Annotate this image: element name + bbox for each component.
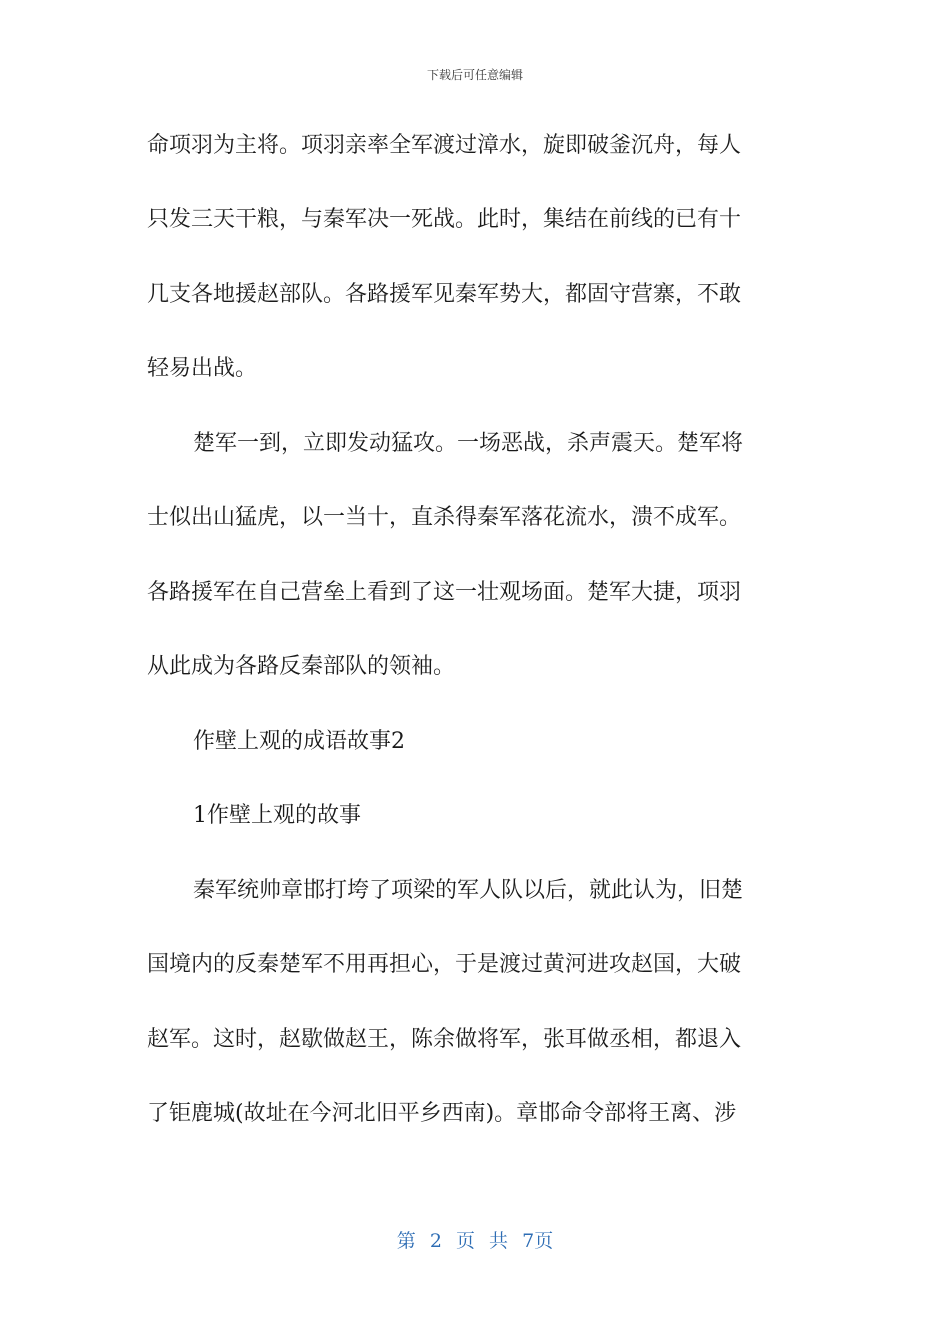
footer-gong: 共: [489, 1230, 509, 1252]
header-note: 下载后可任意编辑: [426, 68, 523, 82]
footer-di: 第: [396, 1230, 416, 1252]
section-heading: 作壁上观的成语故事2: [193, 729, 405, 754]
text-line: 了钜鹿城(故址在今河北旧平乡西南)。章邯命令部将王离、涉: [147, 1101, 737, 1126]
text-line: 轻易出战。: [147, 356, 258, 381]
text-line: 只发三天干粮，与秦军决一死战。此时，集结在前线的已有十: [147, 207, 742, 232]
page-footer: [0, 1226, 950, 1253]
text-line: 国境内的反秦楚军不用再担心，于是渡过黄河进攻赵国，大破: [147, 952, 742, 977]
text-line: 赵军。这时，赵歇做赵王，陈余做将军，张耳做丞相，都退入: [147, 1027, 742, 1052]
text-line: 楚军一到，立即发动猛攻。一场恶战，杀声震天。楚军将: [193, 431, 744, 456]
page-total: 7页: [522, 1230, 554, 1252]
text-line: 秦军统帅章邯打垮了项梁的军人队以后，就此认为，旧楚: [193, 878, 744, 903]
subsection-heading: 1作壁上观的故事: [193, 803, 361, 828]
text-line: 各路援军在自己营垒上看到了这一壮观场面。楚军大捷，项羽: [147, 580, 742, 605]
page-number: 2: [429, 1230, 442, 1252]
text-line: 从此成为各路反秦部队的领袖。: [147, 654, 456, 679]
text-line: 士似出山猛虎，以一当十，直杀得秦军落花流水，溃不成军。: [147, 505, 742, 530]
footer-ye: 页: [455, 1230, 475, 1252]
text-line: 命项羽为主将。项羽亲率全军渡过漳水，旋即破釜沉舟，每人: [147, 133, 742, 158]
text-line: 几支各地援赵部队。各路援军见秦军势大，都固守营寨，不敢: [147, 282, 742, 307]
